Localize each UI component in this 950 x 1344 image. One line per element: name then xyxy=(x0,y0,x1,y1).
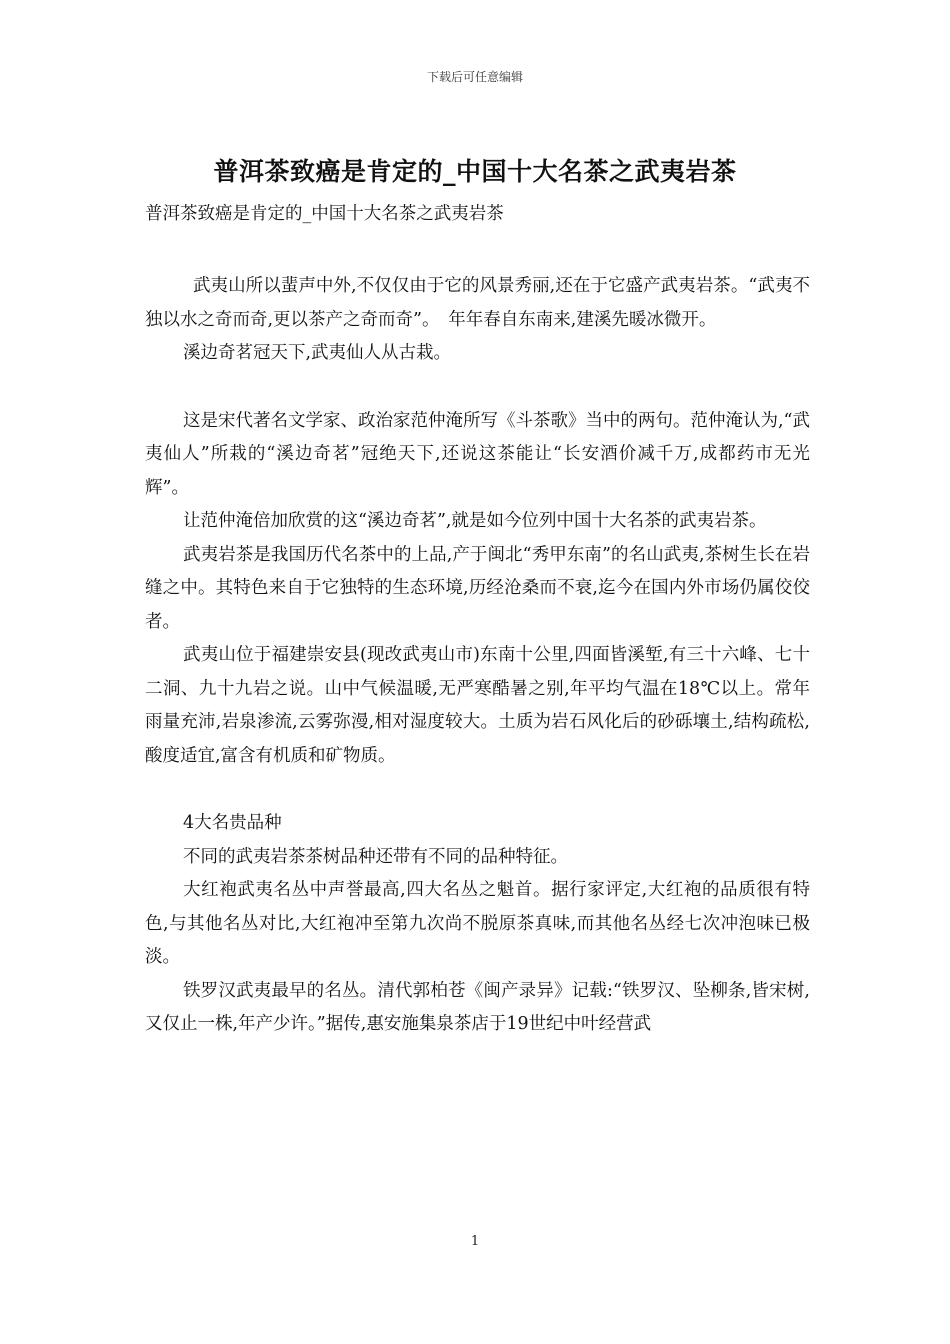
section-heading: 4大名贵品种 xyxy=(183,813,282,833)
header-note: 下载后可任意编辑 xyxy=(426,70,523,84)
paragraph: 不同的武夷岩茶茶树品种还带有不同的品种特征。 xyxy=(183,846,568,867)
paragraph: 大红袍武夷名丛中声誉最高,四大名丛之魁首。据行家评定,大红袍的品质很有特色,与其他名丛对比,大红袍冲至第九次尚不脱原茶真味,而其他名丛经七次冲泡味已极淡。 xyxy=(145,880,810,967)
paragraph: 武夷山位于福建崇安县(现改武夷山市)东南十公里,四面皆溪堑,有三十六峰、七十二洞、九十九岩之说。山中气候温暖,无严寒酷暑之别,年平均气温在18℃以上。常年雨量充沛,岩泉渗流,云雾弥漫,相对湿度较大。土质为岩石风化后的砂砾壤土,结构疏松,酸度适宜,富含有机质和矿物质。 xyxy=(145,645,810,766)
paragraph: 铁罗汉武夷最早的名丛。清代郭柏苍《闽产录异》记载:“铁罗汉、坠柳条,皆宋树,又仅止一株,年产少许。”据传,惠安施集泉茶店于19世纪中叶经营武 xyxy=(145,980,810,1034)
paragraph: 溪边奇茗冠天下,武夷仙人从古栽。 xyxy=(183,343,452,363)
document-body xyxy=(145,270,810,1042)
paragraph: 武夷山所以蜚声中外,不仅仅由于它的风景秀丽,还在于它盛产武夷岩茶。“武夷不独以水之奇而奇,更以茶产之奇而奇”。 年年春自东南来,建溪先暖冰微开。 xyxy=(145,276,810,330)
paragraph-spacer xyxy=(145,371,810,405)
paragraph: 这是宋代著名文学家、政治家范仲淹所写《斗茶歌》当中的两句。范仲淹认为,“武夷仙人”所栽的“溪边奇茗”冠绝天下,还说这茶能让“长安酒价减千万,成都药市无光辉”。 xyxy=(145,410,811,498)
document-title: 普洱茶致癌是肯定的_中国十大名茶之武夷岩茶 xyxy=(213,157,737,186)
paragraph: 武夷岩茶是我国历代名茶中的上品,产于闽北“秀甲东南”的名山武夷,茶树生长在岩缝之中。其特色来自于它独特的生态环境,历经沧桑而不衰,迄今在国内外市场仍属佼佼者。 xyxy=(145,544,810,632)
document-subtitle: 普洱茶致癌是肯定的_中国十大名茶之武夷岩茶 xyxy=(145,204,504,224)
paragraph: 让范仲淹倍加欣赏的这“溪边奇茗”,就是如今位列中国十大名茶的武夷岩茶。 xyxy=(183,511,767,531)
page-number: 1 xyxy=(470,1234,480,1249)
paragraph-spacer xyxy=(145,773,810,807)
